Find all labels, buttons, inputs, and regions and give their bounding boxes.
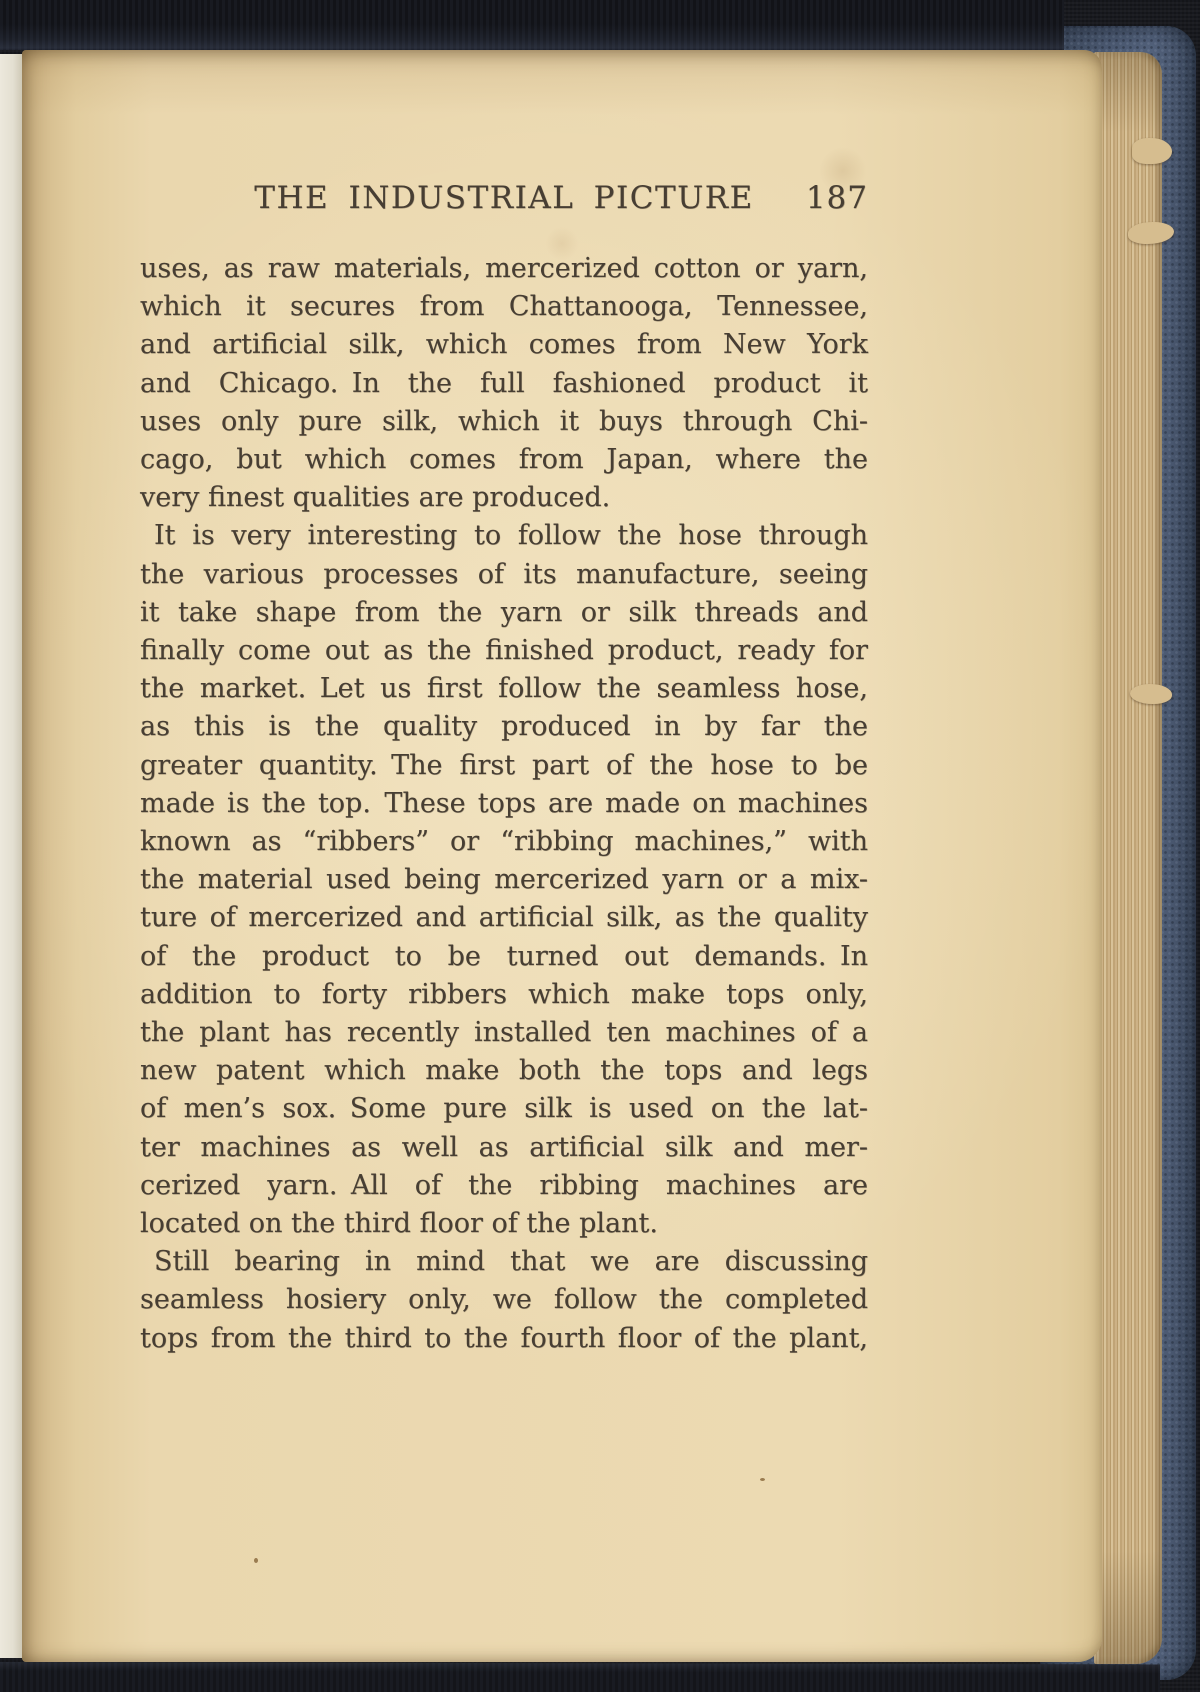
text-line: Still bearing in mind that we are discussing (154, 1246, 868, 1278)
text-line: made is the top. These tops are made on machines (140, 787, 868, 819)
page-header (140, 180, 868, 220)
text-line: the material used being mercerized yarn or a mix- (140, 864, 868, 896)
body-text (140, 250, 868, 1358)
text-line: of the product to be turned out demands. In (140, 940, 868, 972)
text-line: addition to forty ribbers which make tops only, (140, 978, 868, 1010)
paragraph (140, 517, 868, 1243)
text-line: and Chicago. In the full fashioned product it (140, 367, 868, 399)
text-line: It is very interesting to follow the hose through (154, 520, 868, 552)
paragraph (140, 1243, 868, 1358)
book-cover-cloth-top (0, 0, 1064, 50)
text-line: the plant has recently installed ten machines of a (140, 1017, 868, 1049)
text-line: uses, as raw materials, mercerized cotton or yarn, (140, 253, 868, 284)
text-line: tops from the third to the fourth floor of the plant, (140, 1322, 868, 1354)
paper-speck (760, 1478, 765, 1481)
text-line: finally come out as the finished product, ready for (140, 635, 868, 667)
text-line: greater quantity. The first part of the hose to be (140, 749, 868, 781)
text-line: seamless hosiery only, we follow the completed (140, 1284, 868, 1316)
text-line: located on the third floor of the plant. (140, 1208, 658, 1240)
text-line: the market. Let us first follow the seamless hose, (140, 673, 868, 705)
running-header-title: THE INDUSTRIAL PICTURE (254, 180, 754, 216)
torn-page-tab (1132, 138, 1172, 164)
page-number: 187 (805, 180, 868, 216)
text-line: as this is the quality produced in by far the (140, 711, 868, 743)
page-fore-edge (1094, 52, 1162, 1664)
book-page (22, 50, 1102, 1662)
text-line: cerized yarn. All of the ribbing machines are (140, 1169, 868, 1201)
text-line: which it secures from Chattanooga, Tennessee, (140, 291, 868, 323)
paper-speck (254, 1558, 258, 1563)
book-cover-cloth-bottom (0, 1662, 1160, 1692)
text-line: cago, but which comes from Japan, where the (140, 444, 868, 476)
text-line: the various processes of its manufacture, seeing (140, 558, 868, 590)
text-line: uses only pure silk, which it buys through Chi- (140, 405, 868, 437)
text-line: and artificial silk, which comes from New York (140, 329, 868, 361)
text-line: of men’s sox. Some pure silk is used on the lat- (140, 1093, 868, 1125)
paragraph (140, 250, 868, 517)
text-line: very finest qualities are produced. (140, 482, 611, 514)
text-line: it take shape from the yarn or silk threads and (140, 596, 868, 628)
text-line: new patent which make both the tops and legs (140, 1055, 868, 1087)
text-line: known as “ribbers” or “ribbing machines,” with (140, 826, 868, 858)
text-line: ture of mercerized and artificial silk, as the quality (140, 902, 868, 934)
torn-page-tab (1130, 684, 1172, 704)
text-line: ter machines as well as artificial silk and mer- (140, 1131, 868, 1163)
